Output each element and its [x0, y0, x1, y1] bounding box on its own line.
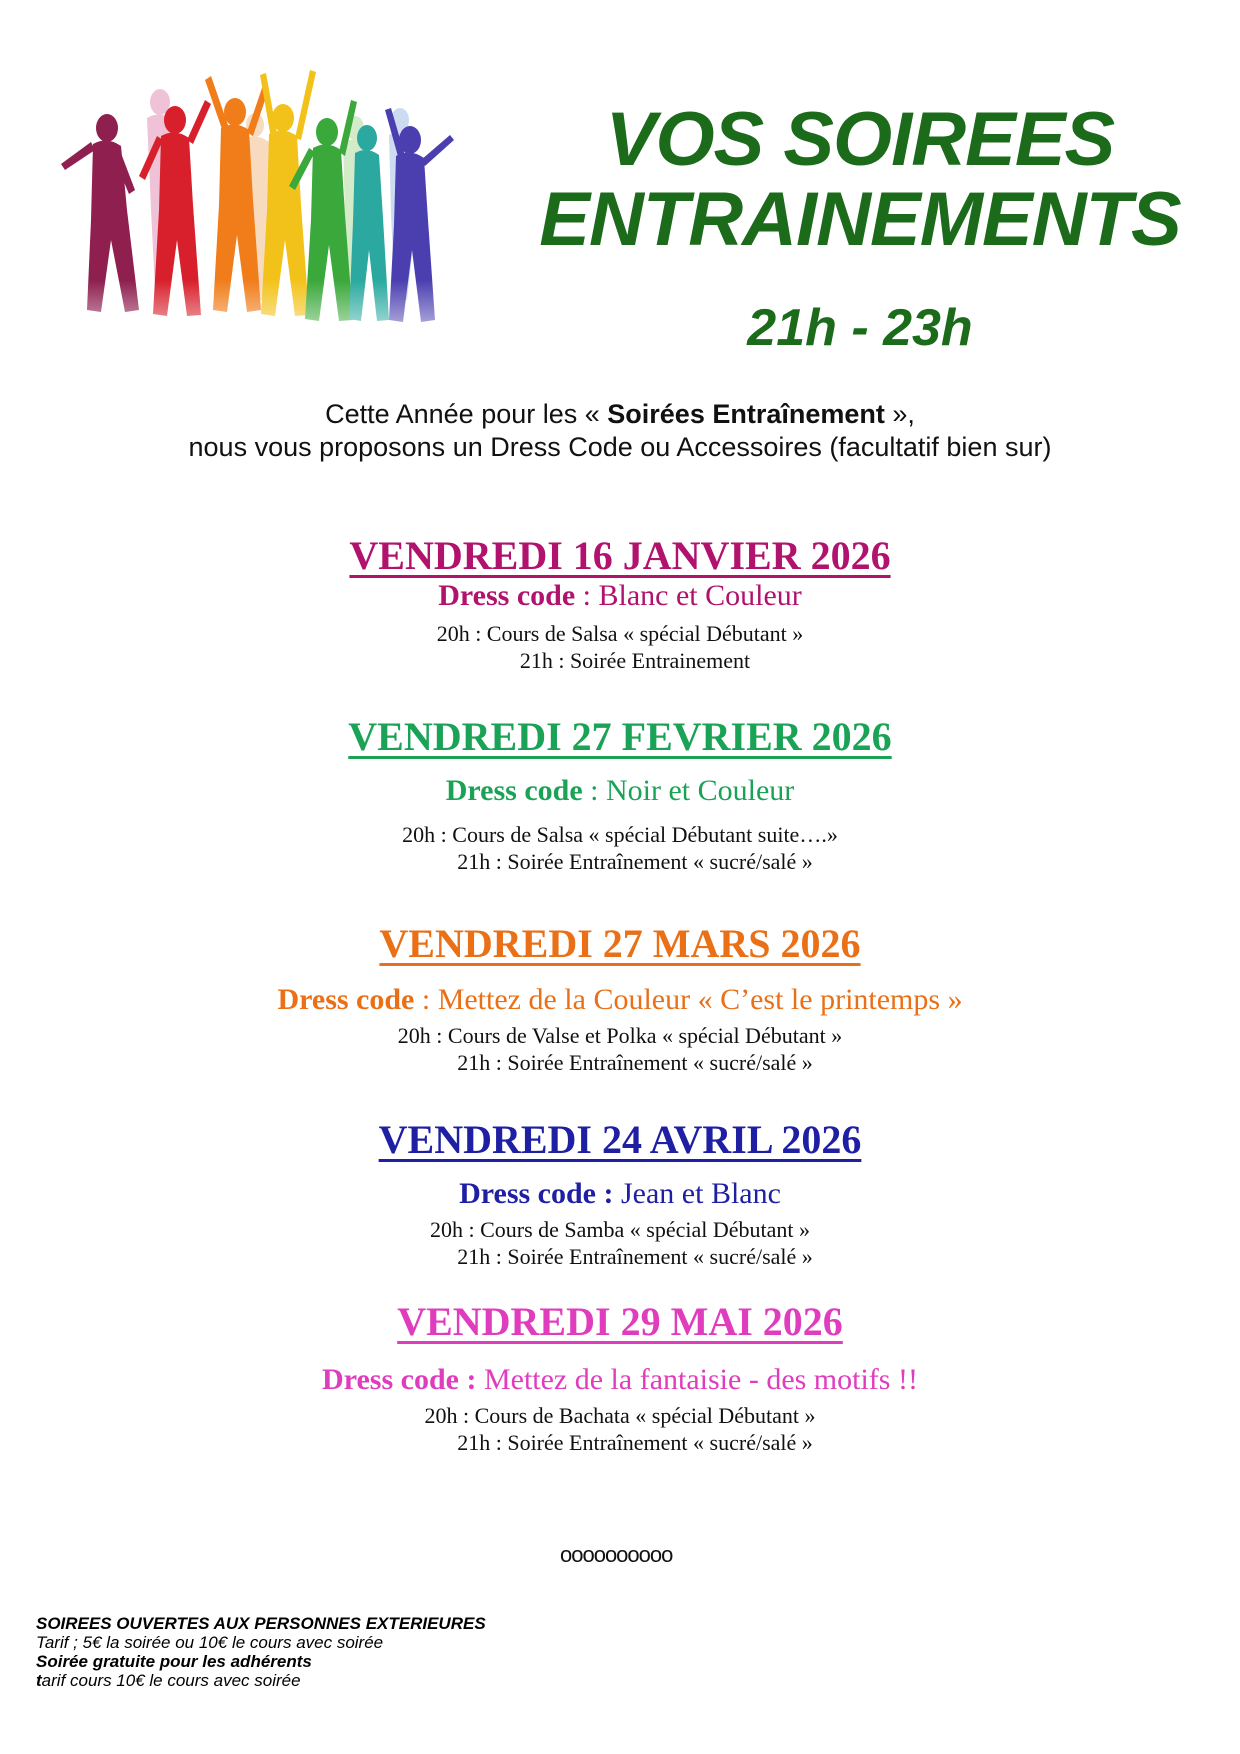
schedule-line-2: 21h : Soirée Entraînement « sucré/salé »	[457, 1244, 813, 1269]
event-date: VENDREDI 24 AVRIL 2026	[378, 1117, 862, 1162]
footer-line-2: Tarif ; 5€ la soirée ou 10€ le cours avec soirée	[36, 1633, 384, 1652]
dress-code	[150, 1362, 1090, 1398]
event-april	[150, 1118, 1090, 1270]
footer-line-4	[36, 1671, 736, 1690]
dress-code-value: : Noir et Couleur	[582, 774, 795, 807]
footer-line-3: Soirée gratuite pour les adhérents	[36, 1652, 312, 1671]
schedule-line-2: 21h : Soirée Entraînement « sucré/salé »	[457, 1430, 813, 1455]
intro-line-2: nous vous proposons un Dress Code ou Accessoires (facultatif bien sur)	[188, 432, 1052, 462]
intro-line-1	[100, 398, 1140, 431]
schedule-line-1: 20h : Cours de Bachata « spécial Débutant »	[424, 1403, 816, 1428]
schedule-line-1: 20h : Cours de Valse et Polka « spécial Débutant »	[397, 1023, 843, 1048]
hours-label: 21h - 23h	[747, 299, 973, 357]
pricing-footer	[36, 1614, 736, 1690]
intro-line-1-after: »,	[884, 399, 915, 429]
schedule-line-1: 20h : Cours de Salsa « spécial Débutant »	[436, 621, 804, 646]
dress-code-label: Dress code :	[459, 1177, 614, 1210]
dress-code	[150, 578, 1090, 614]
intro-line-1-bold: Soirées Entraînement	[607, 399, 885, 429]
dress-code-label: Dress code :	[322, 1363, 477, 1396]
page-title	[500, 97, 1220, 262]
dress-code	[150, 1176, 1090, 1212]
intro-line-1-before: Cette Année pour les «	[325, 399, 608, 429]
dress-code-value: : Blanc et Couleur	[575, 579, 802, 612]
dancers-illustration	[55, 40, 485, 360]
schedule-line-2: 21h : Soirée Entrainement	[519, 648, 751, 673]
dress-code	[150, 773, 1090, 809]
event-may	[150, 1300, 1090, 1456]
footer-line-1: SOIREES OUVERTES AUX PERSONNES EXTERIEURES	[36, 1614, 486, 1633]
separator: oooooooooo	[560, 1542, 673, 1567]
title-line-2: ENTRAINEMENTS	[539, 177, 1181, 262]
title-line-1: VOS SOIREES	[605, 97, 1115, 182]
dress-code-value: : Mettez de la Couleur « C’est le printemps »	[414, 983, 963, 1016]
intro-text	[100, 398, 1140, 464]
footer-line-4-rest: arif cours 10€ le cours avec soirée	[41, 1671, 301, 1690]
event-date: VENDREDI 27 FEVRIER 2026	[348, 714, 892, 759]
dress-code-value: Jean et Blanc	[613, 1177, 781, 1210]
event-january	[150, 534, 1090, 674]
event-date: VENDREDI 16 JANVIER 2026	[349, 533, 891, 578]
schedule-line-1: 20h : Cours de Salsa « spécial Débutant suite….»	[402, 822, 838, 847]
dress-code-label: Dress code	[445, 774, 583, 807]
dress-code	[150, 982, 1090, 1018]
dress-code-value: Mettez de la fantaisie - des motifs !!	[476, 1363, 918, 1396]
schedule-line-2: 21h : Soirée Entraînement « sucré/salé »	[457, 1050, 813, 1075]
event-march	[150, 922, 1090, 1076]
event-date: VENDREDI 29 MAI 2026	[397, 1299, 843, 1344]
dress-code-label: Dress code	[438, 579, 576, 612]
event-february	[150, 715, 1090, 875]
schedule-line-2: 21h : Soirée Entraînement « sucré/salé »	[457, 849, 813, 874]
dress-code-label: Dress code	[277, 983, 415, 1016]
event-date: VENDREDI 27 MARS 2026	[379, 921, 861, 966]
schedule-line-1: 20h : Cours de Samba « spécial Débutant »	[429, 1217, 811, 1242]
footer-line-4-bold: t	[36, 1671, 42, 1690]
